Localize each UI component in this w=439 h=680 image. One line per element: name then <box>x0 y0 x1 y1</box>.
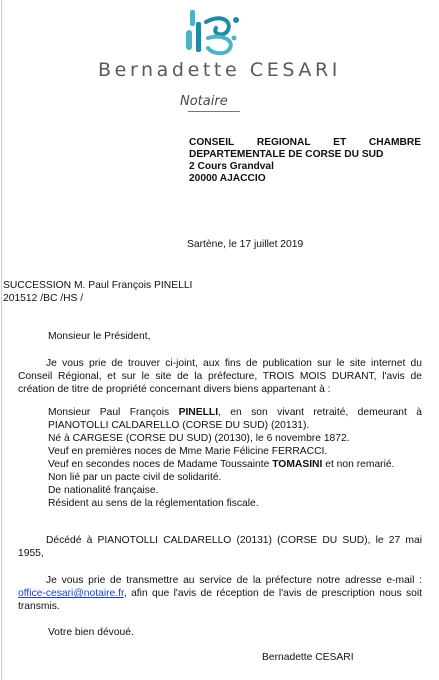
recipient-line-1: CONSEIL REGIONAL ET CHAMBRE <box>189 137 421 148</box>
deceased-nationality: De nationalité française. <box>48 485 159 496</box>
request-paragraph <box>18 574 422 613</box>
place-date: Sartène, le 17 juillet 2019 <box>187 239 304 250</box>
logo-mark <box>186 10 239 53</box>
deceased-birth: Né à CARGESE (CORSE DU SUD) (20130), le 6 novembre 1872. <box>48 433 350 444</box>
email-link[interactable]: office-cesari@notaire.fr <box>18 588 124 599</box>
request-text-post: , afin que l'avis de réception de l'avis de prescription nous soit transmis. <box>18 588 422 612</box>
salutation: Monsieur le Président, <box>48 331 151 342</box>
intro-paragraph <box>18 357 422 396</box>
logo-dot-2 <box>232 36 237 41</box>
signature: Bernadette CESARI <box>262 652 354 663</box>
request-text-pre: Je vous prie de transmettre au service de la préfecture notre adresse e-mail : <box>46 575 422 586</box>
closing-formula: Votre bien dévoué. <box>48 627 134 638</box>
deceased-pacs: Non lié par un pacte civil de solidarité. <box>48 472 222 483</box>
reference-code: 201512 /BC /HS / <box>3 293 84 304</box>
title-underline <box>188 111 240 112</box>
second-marriage-prefix: Veuf en secondes noces de Madame Toussainte <box>48 459 273 470</box>
deceased-fiscal-residence: Résident au sens de la réglementation fiscale. <box>48 498 259 509</box>
intro-indent <box>18 358 46 369</box>
recipient-address <box>189 137 421 185</box>
intro-text: Je vous prie de trouver ci-joint, aux fins de publication sur le site internet du Conseil Régional, et sur le site de la préfecture, TROIS MOIS DURANT, l'avis de création de titre de propriété concernant divers biens appartenant à : <box>18 358 422 395</box>
logo-bar-3 <box>196 22 201 52</box>
logo-swirl-2 <box>208 37 231 54</box>
logo-bar-2 <box>186 30 192 50</box>
recipient-line-4: 20000 AJACCIO <box>189 173 266 184</box>
reference-block <box>3 279 192 305</box>
logo-swirl-1 <box>206 18 229 34</box>
recipient-line-3: 2 Cours Grandval <box>189 161 274 172</box>
notary-name: Bernadette CESARI <box>98 59 341 81</box>
death-text: Décédé à PIANOTOLLI CALDARELLO (20131) (CORSE DU SUD), le 27 mai 1955, <box>18 535 422 559</box>
logo-dot-1 <box>233 17 239 23</box>
logo-bar-1 <box>190 10 195 26</box>
deceased-residence: , en son vivant retraité, demeurant à PIANOTOLLI CALDARELLO (CORSE DU SUD) (20131). <box>48 407 422 431</box>
second-marriage-suffix: et non remarié. <box>322 459 395 470</box>
deceased-surname: PINELLI <box>178 407 219 418</box>
second-spouse-surname: TOMASINI <box>272 459 323 470</box>
request-indent <box>18 575 46 586</box>
reference-subject: SUCCESSION M. Paul François PINELLI <box>3 280 193 291</box>
death-indent <box>18 535 46 546</box>
deceased-second-marriage <box>48 458 422 471</box>
death-paragraph <box>18 534 422 560</box>
page-left-border <box>1 0 2 680</box>
deceased-details <box>48 406 422 510</box>
deceased-name-prefix: Monsieur Paul François <box>48 407 179 418</box>
notary-title: Notaire <box>180 94 228 109</box>
deceased-identity <box>48 406 422 432</box>
recipient-line-2: DEPARTEMENTALE DE CORSE DU SUD <box>189 149 384 160</box>
deceased-first-marriage: Veuf en premières noces de Mme Marie Félicine FERRACCI. <box>48 446 328 457</box>
